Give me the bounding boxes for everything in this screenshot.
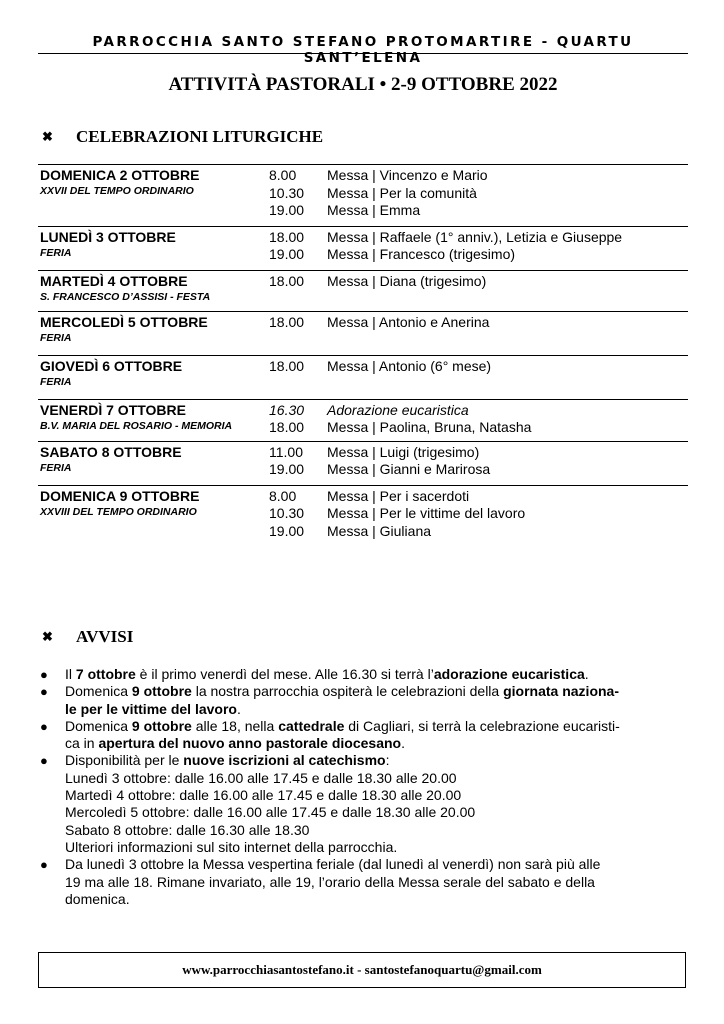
day-name: MARTEDÌ 4 OTTOBRE [40, 272, 188, 289]
avvisi-heading [42, 627, 133, 647]
day-entries [269, 314, 688, 346]
entry-time: 10.30 [269, 505, 305, 521]
day-liturgical-note: FERIA [40, 246, 72, 259]
schedule-entry [269, 314, 688, 332]
day-liturgical-note: B.V. MARIA DEL ROSARIO - MEMORIA [40, 419, 233, 432]
day-block [38, 355, 688, 399]
schedule-entry [269, 402, 688, 420]
schedule-entry [269, 419, 688, 437]
schedule-entry [269, 523, 688, 541]
day-info [38, 273, 269, 305]
avviso-line [65, 874, 686, 891]
entry-time: 18.00 [269, 272, 305, 289]
day-block [38, 226, 688, 270]
avviso-emphasis: adorazione eucaristica [433, 666, 585, 682]
avviso-text: 19 ma alle 18. Rimane invariato, alle 19, l’orario della Messa serale del sabato e della [65, 873, 595, 890]
day-block [38, 485, 688, 545]
entry-description: Messa | Per i sacerdoti [327, 487, 470, 504]
schedule-entry [269, 167, 688, 185]
day-name: MERCOLEDÌ 5 OTTOBRE [40, 313, 208, 330]
entry-description: Messa | Luigi (trigesimo) [327, 443, 480, 460]
entry-description: Messa | Gianni e Marirosa [327, 461, 491, 477]
avviso-text: Sabato 8 ottobre: dalle 16.30 alle 18.30 [65, 821, 310, 838]
avviso-emphasis: cattedrale [278, 717, 345, 734]
avviso-line [65, 787, 686, 804]
entry-time: 18.00 [269, 313, 305, 330]
avviso-line [65, 822, 686, 839]
day-info [38, 314, 269, 346]
entry-description: Messa | Paolina, Bruna, Natasha [327, 419, 532, 435]
parish-header: PARROCCHIA SANTO STEFANO PROTOMARTIRE - QUARTU SANT’ELENA [92, 34, 634, 66]
avviso-line [65, 735, 686, 752]
schedule-entry [269, 488, 688, 506]
day-info [38, 229, 269, 264]
entry-description: Adorazione eucaristica [327, 401, 469, 418]
schedule-entry [269, 185, 688, 203]
entry-time: 18.00 [269, 419, 305, 435]
entry-time: 19.00 [269, 202, 305, 218]
entry-description: Messa | Raffaele (1° anniv.), Letizia e Giuseppe [327, 228, 623, 245]
bullet-icon: ● [40, 857, 48, 873]
day-name: SABATO 8 OTTOBRE [40, 443, 182, 460]
avviso-text: . [401, 735, 405, 752]
avviso-line [65, 701, 686, 718]
avvisi-heading-label: AVVISI [76, 627, 134, 646]
avviso-text: domenica. [65, 890, 130, 907]
day-info [38, 167, 269, 220]
avviso-text: Martedì 4 ottobre: dalle 16.00 alle 17.45 e dalle 18.30 alle 20.00 [65, 787, 462, 804]
avviso-line [65, 718, 686, 735]
entry-description: Messa | Per le vittime del lavoro [327, 505, 526, 521]
day-info [38, 488, 269, 541]
entry-description: Messa | Antonio e Anerina [327, 313, 490, 330]
entry-time: 10.30 [269, 184, 305, 201]
day-liturgical-note: XXVIII DEL TEMPO ORDINARIO [40, 505, 197, 518]
avviso-text: Domenica [65, 683, 132, 700]
day-entries [269, 229, 688, 264]
day-block [38, 399, 688, 441]
avviso-line [65, 666, 686, 683]
day-info [38, 402, 269, 437]
day-liturgical-note: FERIA [40, 375, 72, 388]
day-name: VENERDÌ 7 OTTOBRE [40, 401, 186, 418]
day-info [38, 358, 269, 390]
entry-time: 19.00 [269, 522, 305, 539]
schedule-entry [269, 273, 688, 291]
avviso-text: la nostra parrocchia ospiterà le celebrazioni della [191, 683, 504, 700]
avviso-item [38, 856, 686, 908]
bullet-icon: ● [40, 684, 48, 700]
entry-description: Messa | Giuliana [327, 522, 432, 539]
avviso-emphasis: apertura del nuovo anno pastorale diocesano [98, 735, 402, 752]
day-liturgical-note: XXVII DEL TEMPO ORDINARIO [40, 185, 194, 197]
avviso-emphasis: 9 ottobre [131, 683, 192, 700]
schedule-entry [269, 202, 688, 220]
star-cross-icon: ✖ [42, 129, 53, 144]
entry-time: 18.00 [269, 228, 305, 245]
avviso-line [65, 752, 686, 769]
schedule-entry [269, 246, 688, 264]
avviso-text: di Cagliari, si terrà la celebrazione eucaristi- [344, 717, 620, 734]
schedule-entry [269, 461, 688, 479]
avviso-text: Lunedì 3 ottobre: dalle 16.00 alle 17.45 e dalle 18.30 alle 20.00 [65, 769, 457, 786]
entry-time: 18.00 [269, 357, 305, 374]
bullet-icon: ● [40, 667, 48, 682]
day-liturgical-note: S. FRANCESCO D’ASSISI - FESTA [40, 290, 211, 303]
schedule-entry [269, 358, 688, 376]
star-cross-icon: ✖ [42, 629, 53, 644]
page-title: ATTIVITÀ PASTORALI • 2-9 OTTOBRE 2022 [168, 74, 558, 95]
avviso-text: è il primo venerdì del mese. Alle 16.30 si terrà l’ [135, 666, 434, 682]
entry-time: 8.00 [269, 167, 297, 183]
entry-time: 16.30 [269, 401, 305, 418]
day-liturgical-note: FERIA [40, 461, 72, 474]
schedule-entry [269, 444, 688, 462]
day-entries [269, 488, 688, 541]
day-name: DOMENICA 9 OTTOBRE [40, 487, 200, 504]
avviso-emphasis: giornata naziona- [503, 683, 619, 700]
entry-description: Messa | Francesco (trigesimo) [327, 246, 516, 262]
avviso-item [38, 666, 686, 683]
bullet-icon: ● [40, 753, 48, 769]
avviso-text: Il [65, 666, 76, 682]
avviso-line [65, 856, 686, 873]
entry-description: Messa | Per la comunità [327, 184, 477, 201]
entry-description: Messa | Emma [327, 202, 421, 218]
avviso-line [65, 683, 686, 700]
day-entries [269, 358, 688, 390]
footer-contact: www.parrocchiasantostefano.it - santostefanoquartu@gmail.com [182, 962, 542, 977]
bullet-icon: ● [40, 718, 48, 734]
avviso-item [38, 683, 686, 718]
day-block [38, 270, 688, 311]
avviso-item [38, 718, 686, 753]
day-info [38, 444, 269, 479]
avviso-emphasis: le per le vittime del lavoro [65, 700, 237, 717]
avviso-text: Da lunedì 3 ottobre la Messa vespertina feriale (dal lunedì al venerdì) non sarà più alle [65, 856, 601, 873]
day-name: GIOVEDÌ 6 OTTOBRE [40, 357, 183, 374]
avviso-emphasis: nuove iscrizioni al catechismo [183, 752, 386, 769]
day-liturgical-note: FERIA [40, 331, 72, 344]
celebrations-schedule [38, 164, 688, 544]
avviso-text: : [385, 752, 390, 769]
avviso-emphasis: 7 ottobre [75, 666, 136, 682]
avviso-line [65, 770, 686, 787]
schedule-entry [269, 229, 688, 247]
day-name: DOMENICA 2 OTTOBRE [40, 167, 200, 183]
avviso-item [38, 752, 686, 856]
schedule-entry [269, 505, 688, 523]
celebrazioni-heading [42, 127, 323, 147]
day-entries [269, 444, 688, 479]
day-block [38, 441, 688, 485]
avviso-text: . [236, 700, 241, 717]
avviso-text: . [584, 666, 589, 682]
day-block [38, 311, 688, 355]
day-entries [269, 402, 688, 437]
day-block [38, 164, 688, 226]
avviso-emphasis: 9 ottobre [131, 717, 192, 734]
entry-time: 8.00 [269, 487, 297, 504]
entry-description: Messa | Vincenzo e Mario [327, 167, 488, 183]
entry-description: Messa | Antonio (6° mese) [327, 357, 492, 374]
day-entries [269, 167, 688, 220]
avviso-line [65, 804, 686, 821]
avviso-line [65, 839, 686, 856]
day-entries [269, 273, 688, 305]
avvisi-list [38, 666, 686, 908]
avviso-text: Domenica [65, 717, 132, 734]
entry-time: 11.00 [269, 443, 303, 460]
avviso-text: Mercoledì 5 ottobre: dalle 16.00 alle 17.45 e dalle 18.30 alle 20.00 [65, 804, 476, 821]
entry-time: 19.00 [269, 461, 305, 477]
avviso-text: ca in [65, 735, 99, 752]
footer-contact-box [38, 952, 686, 988]
celebrazioni-heading-label: CELEBRAZIONI LITURGICHE [76, 127, 324, 146]
avviso-text: alle 18, nella [191, 717, 279, 734]
avviso-text: Ulteriori informazioni sul sito internet della parrocchia. [65, 838, 398, 855]
avviso-text: Disponibilità per le [65, 752, 184, 769]
avviso-line [65, 891, 686, 908]
day-name: LUNEDÌ 3 OTTOBRE [40, 228, 176, 245]
entry-time: 19.00 [269, 246, 305, 262]
entry-description: Messa | Diana (trigesimo) [327, 272, 487, 289]
header-divider [38, 53, 688, 54]
